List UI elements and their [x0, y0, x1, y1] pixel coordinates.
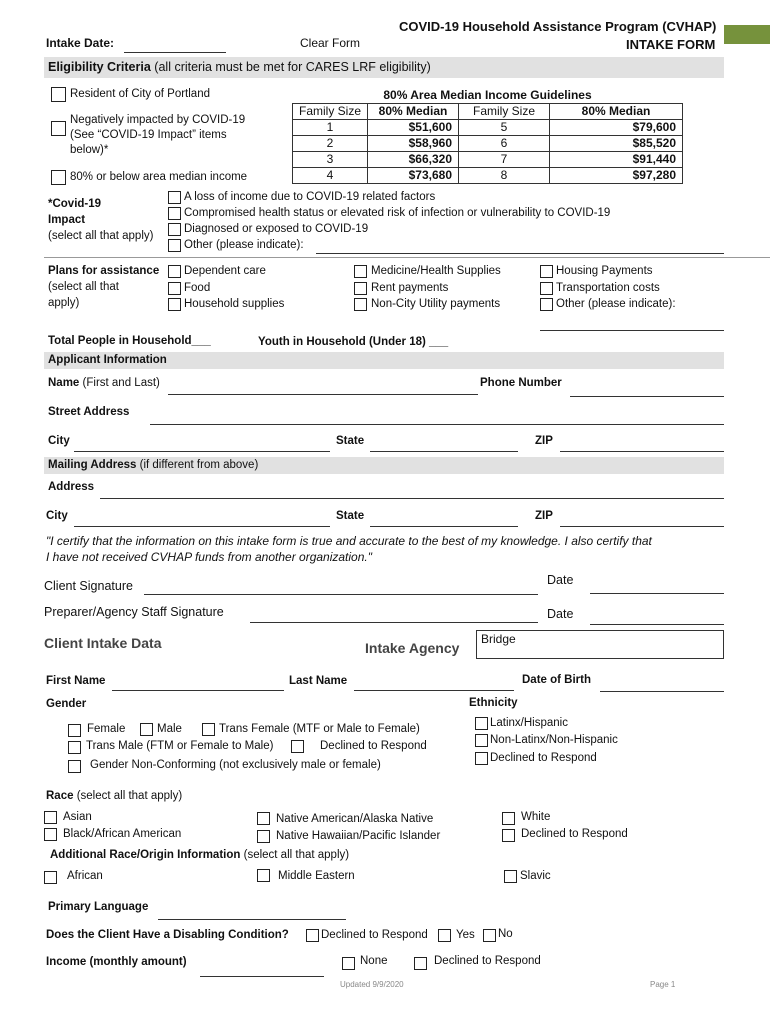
plans-medicine-checkbox[interactable] — [354, 265, 367, 278]
family-size-cell: 6 — [459, 136, 550, 152]
ethnicity-non-latinx-checkbox[interactable] — [475, 734, 488, 747]
gender-option: Male — [157, 723, 182, 735]
plans-option: Food — [184, 282, 211, 294]
phone-label: Phone Number — [480, 377, 562, 389]
origin-label: Additional Race/Origin Information (select all that apply) — [50, 849, 350, 861]
gender-option: Trans Female (MTF or Male to Female) — [219, 723, 420, 735]
median-value-cell: $51,600 — [368, 120, 459, 136]
dob-label: Date of Birth — [522, 674, 591, 686]
median-value-cell: $58,960 — [368, 136, 459, 152]
income-label: Income (monthly amount) — [46, 956, 187, 968]
origin-middle-eastern-checkbox[interactable] — [257, 869, 270, 882]
impact-option: A loss of income due to COVID-19 related factors — [184, 191, 436, 203]
race-option: Declined to Respond — [521, 828, 628, 840]
median-value-cell: $73,680 — [368, 168, 459, 184]
gender-declined-checkbox[interactable] — [291, 740, 304, 753]
impact-option: Compromised health status or elevated risk of infection or vulnerability to COVID-19 — [184, 207, 611, 219]
race-asian-checkbox[interactable] — [44, 811, 57, 824]
mailing-address-field[interactable] — [100, 498, 724, 499]
plans-label-2: (select all that — [48, 281, 119, 293]
street-field[interactable] — [150, 424, 724, 425]
ethnicity-option: Latinx/Hispanic — [490, 717, 568, 729]
family-size-cell: 8 — [459, 168, 550, 184]
mailing-address-label: Address — [48, 481, 95, 493]
origin-slavic-checkbox[interactable] — [504, 870, 517, 883]
phone-field[interactable] — [570, 396, 724, 397]
disabling-option: Yes — [456, 929, 475, 941]
state-label: State — [336, 435, 365, 447]
page-number: Page 1 — [650, 980, 676, 989]
ethnicity-label: Ethnicity — [469, 697, 518, 709]
impact-income-checkbox[interactable] — [168, 191, 181, 204]
origin-option: Slavic — [520, 870, 551, 882]
plans-dependent-checkbox[interactable] — [168, 265, 181, 278]
median-value-cell: $91,440 — [550, 152, 683, 168]
city-field[interactable] — [74, 451, 330, 452]
certify-line-2: I have not received CVHAP funds from another organization." — [46, 550, 372, 564]
plans-other-field[interactable] — [540, 330, 724, 331]
preparer-date-field[interactable] — [590, 624, 724, 625]
impact-other-field[interactable] — [316, 253, 724, 254]
plans-option: Housing Payments — [556, 265, 653, 277]
race-native-hawaiian-checkbox[interactable] — [257, 830, 270, 843]
plans-option: Non-City Utility payments — [371, 298, 501, 310]
disabling-option: No — [498, 928, 513, 940]
income-guidelines-table — [292, 88, 683, 184]
last-name-label: Last Name — [289, 675, 348, 687]
intake-agency-value: Bridge — [481, 632, 516, 646]
name-label: Name (First and Last) — [48, 377, 160, 389]
plans-label-1: Plans for assistance — [48, 265, 160, 277]
plans-option: Medicine/Health Supplies — [371, 265, 501, 277]
mailing-state-label: State — [336, 510, 365, 522]
client-signature-label: Client Signature — [44, 579, 133, 593]
origin-option: Middle Eastern — [278, 870, 355, 882]
plans-household-checkbox[interactable] — [168, 298, 181, 311]
street-label: Street Address — [48, 406, 130, 418]
gender-label: Gender — [46, 698, 87, 710]
ethnicity-declined-checkbox[interactable] — [475, 752, 488, 765]
disabling-label: Does the Client Have a Disabling Condition? — [46, 929, 289, 941]
preparer-signature-label: Preparer/Agency Staff Signature — [44, 605, 224, 619]
updated-date: Updated 9/9/2020 — [340, 980, 404, 989]
disabling-declined-checkbox[interactable] — [306, 929, 319, 942]
ethnicity-option: Non-Latinx/Non-Hispanic — [490, 734, 618, 746]
impact-other-checkbox[interactable] — [168, 239, 181, 252]
certify-line-1: "I certify that the information on this intake form is true and accurate to the best of my knowledge. I also certify that — [46, 534, 652, 548]
zip-label: ZIP — [535, 435, 553, 447]
race-option: Black/African American — [63, 828, 182, 840]
median-value-cell: $97,280 — [550, 168, 683, 184]
language-field[interactable] — [158, 919, 346, 920]
gender-option: Declined to Respond — [320, 740, 427, 752]
preparer-date-label: Date — [547, 607, 574, 621]
plans-option: Other (please indicate): — [556, 298, 676, 310]
first-name-label: First Name — [46, 675, 106, 687]
income-declined-checkbox[interactable] — [414, 957, 427, 970]
form-title: COVID-19 Household Assistance Program (CVHAP) — [399, 19, 717, 34]
intake-agency-label: Intake Agency — [365, 640, 460, 656]
preparer-signature-field[interactable] — [250, 622, 538, 623]
mailing-zip-label: ZIP — [535, 510, 553, 522]
median-value-cell: $85,520 — [550, 136, 683, 152]
plans-utility-checkbox[interactable] — [354, 298, 367, 311]
plans-housing-checkbox[interactable] — [540, 265, 553, 278]
client-signature-field[interactable] — [144, 594, 538, 595]
plans-label-3: apply) — [48, 297, 80, 309]
plans-transportation-checkbox[interactable] — [540, 282, 553, 295]
plans-other-checkbox[interactable] — [540, 298, 553, 311]
last-name-field[interactable] — [354, 690, 514, 691]
dob-field[interactable] — [600, 691, 724, 692]
gender-male-checkbox[interactable] — [140, 723, 153, 736]
youth-label: Youth in Household (Under 18) ___ — [258, 336, 449, 348]
col-median: 80% Median — [368, 104, 459, 120]
ethnicity-latinx-checkbox[interactable] — [475, 717, 488, 730]
median-checkbox[interactable] — [51, 170, 66, 185]
green-tab-decoration — [724, 25, 770, 44]
family-size-cell: 4 — [293, 168, 368, 184]
race-option: White — [521, 811, 551, 823]
gender-trans-male-checkbox[interactable] — [68, 741, 81, 754]
client-date-label: Date — [547, 573, 574, 587]
plans-option: Rent payments — [371, 282, 449, 294]
income-option: None — [360, 955, 388, 967]
form-subtitle: INTAKE FORM — [626, 37, 716, 52]
city-label: City — [48, 435, 70, 447]
median-label: 80% or below area median income — [70, 171, 248, 183]
plans-option: Transportation costs — [556, 282, 660, 294]
client-intake-heading: Client Intake Data — [44, 635, 162, 651]
applicant-heading: Applicant Information — [48, 354, 167, 366]
impact-option: Other (please indicate): — [184, 239, 304, 251]
total-people-label: Total People in Household___ — [48, 335, 211, 347]
impacted-label-2: (See “COVID-19 Impact” items — [70, 129, 227, 141]
gender-female-checkbox[interactable] — [68, 724, 81, 737]
gender-trans-female-checkbox[interactable] — [202, 723, 215, 736]
impacted-checkbox[interactable] — [51, 121, 66, 136]
race-option: Native Hawaiian/Pacific Islander — [276, 830, 441, 842]
mailing-state-field[interactable] — [370, 526, 518, 527]
gender-option: Female — [87, 723, 126, 735]
impact-label-3: (select all that apply) — [48, 230, 154, 242]
origin-option: African — [67, 870, 103, 882]
client-date-field[interactable] — [590, 593, 724, 594]
race-native-american-checkbox[interactable] — [257, 812, 270, 825]
family-size-cell: 7 — [459, 152, 550, 168]
plans-option: Dependent care — [184, 265, 266, 277]
disabling-no-checkbox[interactable] — [483, 929, 496, 942]
impacted-label-1: Negatively impacted by COVID-19 — [70, 114, 246, 126]
family-size-cell: 3 — [293, 152, 368, 168]
race-label: Race (select all that apply) — [46, 790, 183, 802]
disabling-yes-checkbox[interactable] — [438, 929, 451, 942]
youth-field[interactable]: ___ — [429, 336, 449, 348]
gender-option: Gender Non-Conforming (not exclusively male or female) — [90, 759, 381, 771]
plans-option: Household supplies — [184, 298, 285, 310]
col-family-size: Family Size — [293, 104, 368, 120]
name-field[interactable] — [168, 394, 478, 395]
race-option: Asian — [63, 811, 92, 823]
mailing-city-label: City — [46, 510, 68, 522]
race-white-checkbox[interactable] — [502, 812, 515, 825]
impact-health-checkbox[interactable] — [168, 207, 181, 220]
family-size-cell: 1 — [293, 120, 368, 136]
gender-option: Trans Male (FTM or Female to Male) — [86, 740, 274, 752]
race-option: Native American/Alaska Native — [276, 813, 434, 825]
gender-nonconforming-checkbox[interactable] — [68, 760, 81, 773]
ethnicity-option: Declined to Respond — [490, 752, 597, 764]
family-size-cell: 5 — [459, 120, 550, 136]
race-declined-checkbox[interactable] — [502, 829, 515, 842]
language-label: Primary Language — [48, 901, 149, 913]
col-median: 80% Median — [550, 104, 683, 120]
resident-checkbox[interactable] — [51, 87, 66, 102]
resident-label: Resident of City of Portland — [70, 88, 210, 100]
impact-option: Diagnosed or exposed to COVID-19 — [184, 223, 369, 235]
race-black-checkbox[interactable] — [44, 828, 57, 841]
income-none-checkbox[interactable] — [342, 957, 355, 970]
plans-food-checkbox[interactable] — [168, 282, 181, 295]
intake-date-field[interactable] — [124, 52, 226, 53]
plans-rent-checkbox[interactable] — [354, 282, 367, 295]
median-value-cell: $66,320 — [368, 152, 459, 168]
zip-field[interactable] — [560, 451, 724, 452]
clear-form-button[interactable]: Clear Form — [300, 36, 361, 50]
mailing-heading: Mailing Address (if different from above) — [48, 459, 259, 471]
income-table-title: 80% Area Median Income Guidelines — [293, 88, 683, 104]
intake-date-label: Intake Date: — [46, 36, 115, 50]
disabling-option: Declined to Respond — [321, 929, 428, 941]
first-name-field[interactable] — [112, 690, 284, 691]
median-value-cell: $79,600 — [550, 120, 683, 136]
total-people-field[interactable]: ___ — [191, 335, 211, 347]
mailing-city-field[interactable] — [74, 526, 330, 527]
mailing-zip-field[interactable] — [560, 526, 724, 527]
family-size-cell: 2 — [293, 136, 368, 152]
impacted-label-3: below)* — [70, 144, 109, 156]
col-family-size: Family Size — [459, 104, 550, 120]
eligibility-heading: Eligibility Criteria (all criteria must be met for CARES LRF eligibility) — [48, 60, 431, 74]
impact-diagnosed-checkbox[interactable] — [168, 223, 181, 236]
section-divider — [44, 257, 770, 258]
origin-african-checkbox[interactable] — [44, 871, 57, 884]
income-option: Declined to Respond — [434, 955, 541, 967]
impact-label-1: *Covid-19 — [48, 198, 102, 210]
income-field[interactable] — [200, 976, 324, 977]
state-field[interactable] — [370, 451, 518, 452]
impact-label-2: Impact — [48, 214, 86, 226]
